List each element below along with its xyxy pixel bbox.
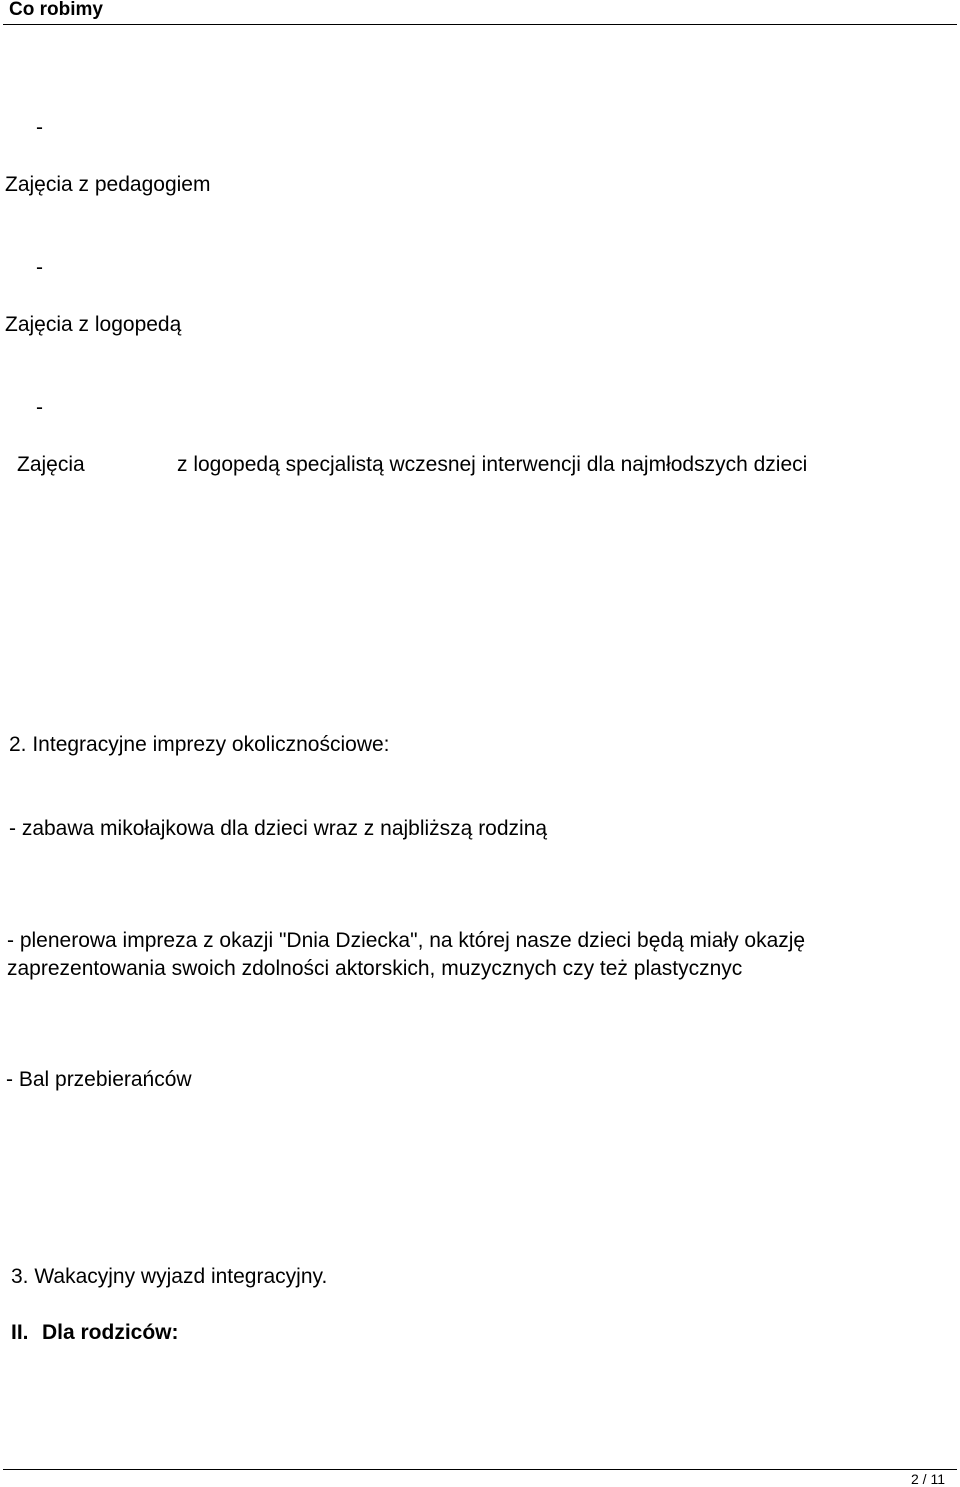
list-dash: - <box>36 396 43 419</box>
event-item-dzien-dziecka-line-1: - plenerowa impreza z okazji "Dnia Dziecka", na której nasze dzieci będą miały okazję <box>7 929 806 952</box>
section-3-heading: 3. Wakacyjny wyjazd integracyjny. <box>11 1265 328 1288</box>
event-item-dzien-dziecka-line-2: zaprezentowania swoich zdolności aktorskich, muzycznych czy też plastycznyc <box>7 957 743 980</box>
list-dash: - <box>36 256 43 279</box>
section-II-number: II. <box>11 1321 29 1344</box>
list-item-logoped: Zajęcia z logopedą <box>5 313 182 336</box>
page-indicator: 2 / 11 <box>911 1471 945 1487</box>
section-2-heading: 2. Integracyjne imprezy okolicznościowe: <box>9 733 390 756</box>
list-dash: - <box>36 116 43 139</box>
header-divider <box>3 24 957 25</box>
list-item-wczesna-text: z logopedą specjalistą wczesnej interwencji dla najmłodszych dzieci <box>177 453 808 476</box>
footer-divider <box>3 1469 957 1470</box>
event-item-bal: - Bal przebierańców <box>6 1068 192 1091</box>
event-item-mikolajki: - zabawa mikołajkowa dla dzieci wraz z najbliższą rodziną <box>9 817 548 840</box>
list-item-wczesna-label: Zajęcia <box>17 453 85 476</box>
page-title: Co robimy <box>9 0 103 20</box>
section-II-heading: Dla rodziców: <box>42 1321 179 1344</box>
list-item-pedagog: Zajęcia z pedagogiem <box>5 173 211 196</box>
